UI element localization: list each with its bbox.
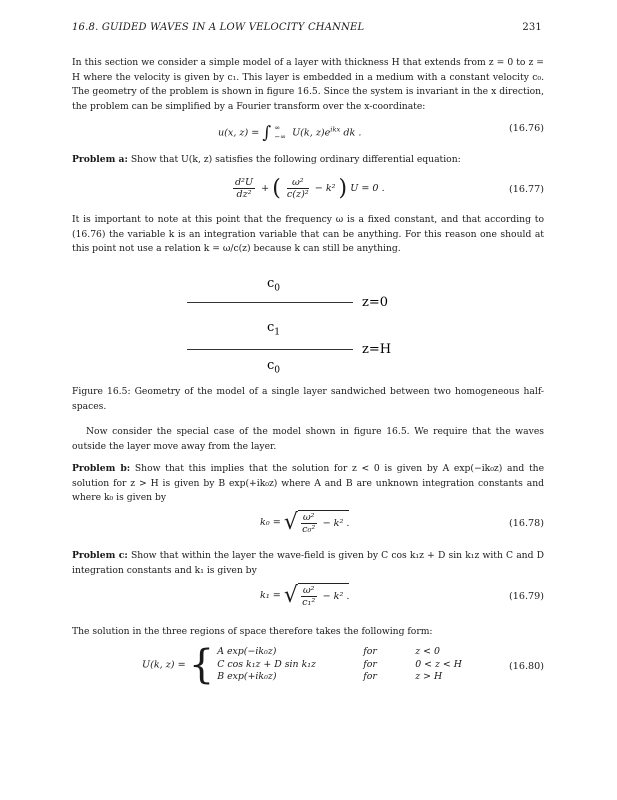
sqrt-sign: √ xyxy=(283,583,298,608)
case-cond: z < 0 xyxy=(415,646,440,658)
depth-label-zh: z=H xyxy=(362,342,392,357)
case-word: for xyxy=(363,658,377,670)
depth-label-z0: z=0 xyxy=(362,295,389,310)
running-header xyxy=(72,22,542,33)
case-row xyxy=(217,659,474,672)
problem-c: Problem c: Show that within the layer the wave-field is given by C cos k₁z + D sin k₁z with C and D integration constants and k₁ is given by xyxy=(72,550,544,576)
case-row xyxy=(217,671,474,684)
velocity-label-layer: $c_1$ xyxy=(267,320,281,338)
case-word: for xyxy=(363,646,377,658)
equation-16-79: k₁ = √ $\frac{\text{ω²}}{\text{c₁²}}$ − k² . (16.79) xyxy=(260,583,544,608)
case-expr: A exp(−ik₀z) xyxy=(217,646,277,658)
equation-number: (16.79) xyxy=(509,591,544,602)
case-cond: 0 < z < H xyxy=(415,658,462,670)
equation-number: (16.80) xyxy=(509,661,544,672)
figure-caption: Figure 16.5: Geometry of the model of a single layer sandwiched between two homogeneous half-spaces. xyxy=(72,386,544,412)
equation-16-80: U(k, z) = { A exp(−ik₀z) for z < 0 C cos k₁z + D sin k₁z for 0 < z < H B exp(+ik₀z) for z > H (16.80) xyxy=(142,642,544,688)
integral-sign: ∫ xyxy=(262,123,272,143)
section-title: 16.8. GUIDED WAVES IN A LOW VELOCITY CHANNEL xyxy=(72,22,365,33)
special-case-paragraph: Now consider the special case of the model shown in figure 16.5. We require that the waves outside the layer move away from the layer. xyxy=(72,426,544,452)
equation-number: (16.77) xyxy=(509,184,544,195)
problem-label: Problem c: xyxy=(72,550,128,561)
interface-line-zh xyxy=(187,349,353,350)
problem-b: Problem b: Show that this implies that the solution for z < 0 is given by A exp(−ik₀z) and the solution for z > H is given by B exp(+ik₀z) where A and B are unknown integration constants and where k₀ is given by xyxy=(72,463,545,504)
case-cond: z > H xyxy=(415,671,443,683)
important-paragraph: It is important to note at this point that the frequency ω is a fixed constant, and that according to (16.76) the variable k is an integration variable that can be anything. For this reason one should at this point not use a relation k = ω/c(z) because k can still be anything. xyxy=(72,214,544,255)
equation-number: (16.76) xyxy=(509,123,544,134)
velocity-label-bottom: $c_0$ xyxy=(267,358,281,376)
case-expr: B exp(+ik₀z) xyxy=(217,671,277,683)
problem-a: Problem a: Show that U(k, z) satisfies the following ordinary differential equation: xyxy=(72,154,461,165)
equation-16-78: k₀ = √ $\frac{\text{ω²}}{\text{c₀²}}$ − k² . (16.78) xyxy=(260,510,544,535)
piecewise-cases xyxy=(217,646,474,684)
case-expr: C cos k₁z + D sin k₁z xyxy=(217,658,316,670)
problem-label: Problem a: xyxy=(72,154,128,165)
intro-paragraph: In this section we consider a simple model of a layer with thickness H that extends from z = 0 to z = H where the velocity is given by c₁. This layer is embedded in a medium with a constant velocity c₀. The geometry of the problem is shown in figure 16.5. Since the system is invariant in the x direction, the problem can be simplified by a Fourier transform over the x-coordinate: xyxy=(72,57,544,112)
page-number: 231 xyxy=(522,22,542,33)
sqrt-sign: √ xyxy=(283,510,298,535)
equation-number: (16.78) xyxy=(509,518,544,529)
solution-paragraph: The solution in the three regions of space therefore takes the following form: xyxy=(72,626,433,637)
problem-label: Problem b: xyxy=(72,463,131,474)
equation-16-76: u(x, z) = ∫ ∞ −∞ U(k, $z)e^{ikx}$ dk . (16.76) xyxy=(218,123,544,143)
case-row xyxy=(217,646,474,659)
velocity-label-top: $c_0$ xyxy=(267,276,281,294)
equation-16-77: $\frac{\text{d²U}}{\text{dz²}}$ + ( $\frac{\text{ω²}}{\text{c(z)²}}$ − k² ) U = 0 . (16.77) xyxy=(235,176,544,201)
left-brace: { xyxy=(188,642,215,688)
case-word: for xyxy=(363,671,377,683)
interface-line-z0 xyxy=(187,302,353,303)
figure-16-5 xyxy=(0,270,617,380)
